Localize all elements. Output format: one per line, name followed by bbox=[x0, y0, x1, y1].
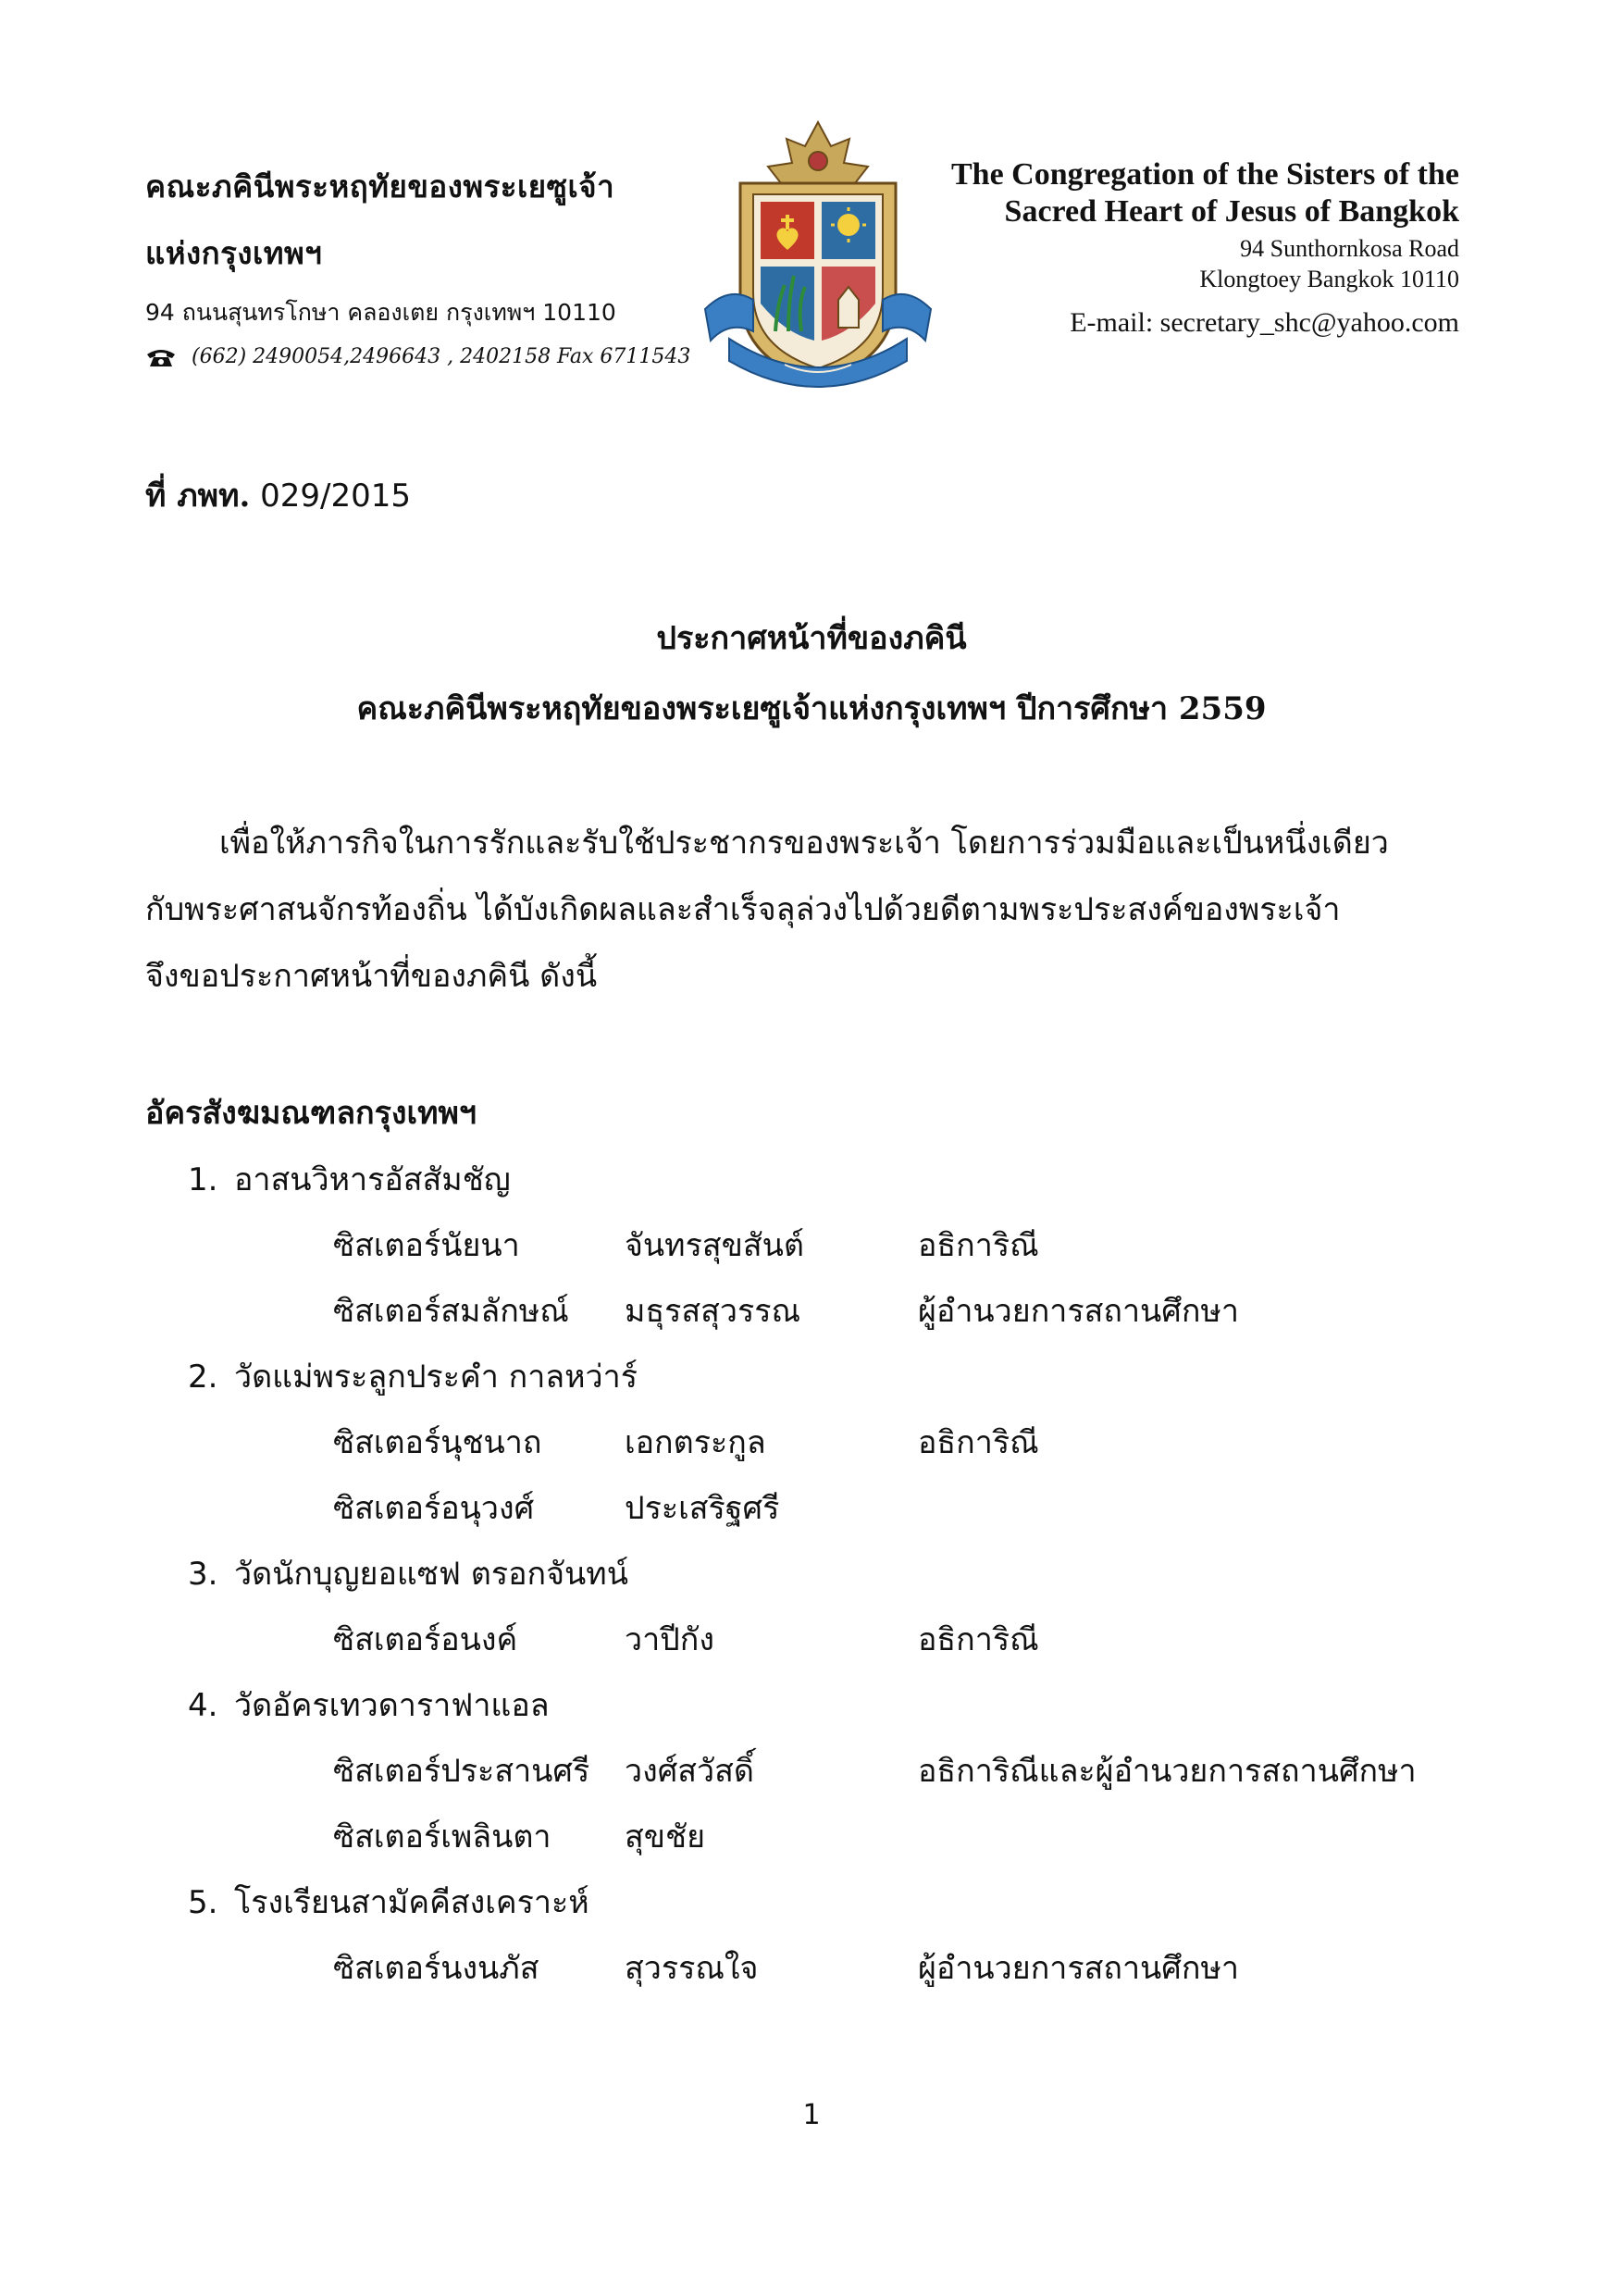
member-surname: สุวรรณใจ bbox=[625, 1950, 759, 1987]
reference-code: 029/2015 bbox=[260, 478, 412, 515]
member-surname: จันทรสุขสันต์ bbox=[625, 1227, 804, 1264]
intro-line2: กับพระศาสนจักรท้องถิ่น ได้บังเกิดผลและสำเร็จลุล่วงไปด้วยดีตามพระประสงค์ของพระเจ้า bbox=[145, 891, 1341, 928]
member-role: อธิการิณีและผู้อำนวยการสถานศึกษา bbox=[918, 1753, 1417, 1790]
member-role: อธิการิณี bbox=[918, 1424, 1039, 1461]
member-name: ซิสเตอร์สมลักษณ์ bbox=[333, 1293, 569, 1330]
thai-org-name-line2: แห่งกรุงเทพฯ bbox=[145, 235, 323, 271]
member-row bbox=[0, 1417, 1623, 1463]
member-row bbox=[0, 1220, 1623, 1266]
member-surname: วงศ์สวัสดิ์ bbox=[625, 1753, 754, 1790]
member-role: ผู้อำนวยการสถานศึกษา bbox=[918, 1293, 1239, 1330]
intro-line3: จึงขอประกาศหน้าที่ของภคินี ดังนี้ bbox=[145, 958, 598, 995]
place-number: 5. bbox=[188, 1884, 218, 1921]
place-name: วัดอัครเทวดาราฟาแอล bbox=[234, 1687, 550, 1724]
place-name: วัดแม่พระลูกประคำ กาลหว่าร์ bbox=[234, 1359, 638, 1396]
diocese-heading: อัครสังฆมณฑลกรุงเทพฯ bbox=[145, 1095, 477, 1132]
member-name: ซิสเตอร์เพลินตา bbox=[333, 1818, 551, 1855]
member-row bbox=[0, 1483, 1623, 1529]
member-name: ซิสเตอร์นงนภัส bbox=[333, 1950, 539, 1987]
member-name: ซิสเตอร์นัยนา bbox=[333, 1227, 520, 1264]
member-row bbox=[0, 1811, 1623, 1857]
place-number: 3. bbox=[188, 1556, 218, 1593]
member-name: ซิสเตอร์อนงค์ bbox=[333, 1621, 518, 1658]
place-number: 4. bbox=[188, 1687, 218, 1724]
place-item bbox=[188, 1548, 628, 1598]
member-name: ซิสเตอร์นุชนาถ bbox=[333, 1424, 542, 1461]
english-address-line2: Klongtoey Bangkok 10110 bbox=[1199, 266, 1459, 292]
announcement-subtitle: คณะภคินีพระหฤทัยของพระเยซูเจ้าแห่งกรุงเทพฯ ปีการศึกษา 2559 bbox=[356, 690, 1267, 727]
reference-number bbox=[145, 470, 411, 520]
member-surname: มธุรสสุวรรณ bbox=[625, 1293, 801, 1330]
announcement-title: ประกาศหน้าที่ของภคินี bbox=[656, 620, 967, 657]
member-surname: ประเสริฐศรี bbox=[625, 1490, 780, 1527]
member-role: อธิการิณี bbox=[918, 1621, 1039, 1658]
reference-prefix: ที่ ภพท. bbox=[145, 478, 251, 515]
member-role: อธิการิณี bbox=[918, 1227, 1039, 1264]
member-surname: สุขชัย bbox=[625, 1818, 705, 1855]
member-name: ซิสเตอร์อนุวงศ์ bbox=[333, 1490, 535, 1527]
page-number: 1 bbox=[802, 2099, 821, 2131]
member-row bbox=[0, 1942, 1623, 1989]
english-org-name-line2: Sacred Heart of Jesus of Bangkok bbox=[1004, 194, 1459, 229]
member-row bbox=[0, 1745, 1623, 1792]
phone-numbers: (662) 2490054,2496643 , 2402158 Fax 6711543 bbox=[192, 345, 691, 368]
member-row bbox=[0, 1285, 1623, 1332]
congregation-crest-logo bbox=[692, 118, 944, 398]
place-number: 1. bbox=[188, 1161, 218, 1198]
place-item bbox=[188, 1877, 589, 1927]
english-org-name-line1: The Congregation of the Sisters of the bbox=[951, 157, 1459, 192]
place-name: โรงเรียนสามัคคีสงเคราะห์ bbox=[234, 1884, 589, 1921]
phone-line bbox=[145, 345, 690, 368]
member-row bbox=[0, 1614, 1623, 1660]
place-item bbox=[188, 1680, 550, 1730]
member-surname: เอกตระกูล bbox=[625, 1424, 766, 1461]
member-role: ผู้อำนวยการสถานศึกษา bbox=[918, 1950, 1239, 1987]
email-line: E-mail: secretary_shc@yahoo.com bbox=[1070, 307, 1459, 338]
place-name: วัดนักบุญยอแซฟ ตรอกจันทน์ bbox=[234, 1556, 628, 1593]
place-number: 2. bbox=[188, 1359, 218, 1396]
english-address-line1: 94 Sunthornkosa Road bbox=[1240, 235, 1459, 262]
intro-line1: เพื่อให้ภารกิจในการรักและรับใช้ประชากรของพระเจ้า โดยการร่วมมือและเป็นหนึ่งเดียว bbox=[219, 825, 1389, 862]
member-surname: วาปีกัง bbox=[625, 1621, 714, 1658]
thai-address: 94 ถนนสุนทรโกษา คลองเตย กรุงเทพฯ 10110 bbox=[145, 299, 616, 326]
telephone-icon bbox=[145, 347, 177, 367]
place-item bbox=[188, 1351, 638, 1401]
thai-org-name-line1: คณะภคินีพระหฤทัยของพระเยซูเจ้า bbox=[145, 168, 615, 205]
place-item bbox=[188, 1154, 511, 1204]
place-name: อาสนวิหารอัสสัมชัญ bbox=[234, 1161, 511, 1198]
member-name: ซิสเตอร์ประสานศรี bbox=[333, 1753, 590, 1790]
